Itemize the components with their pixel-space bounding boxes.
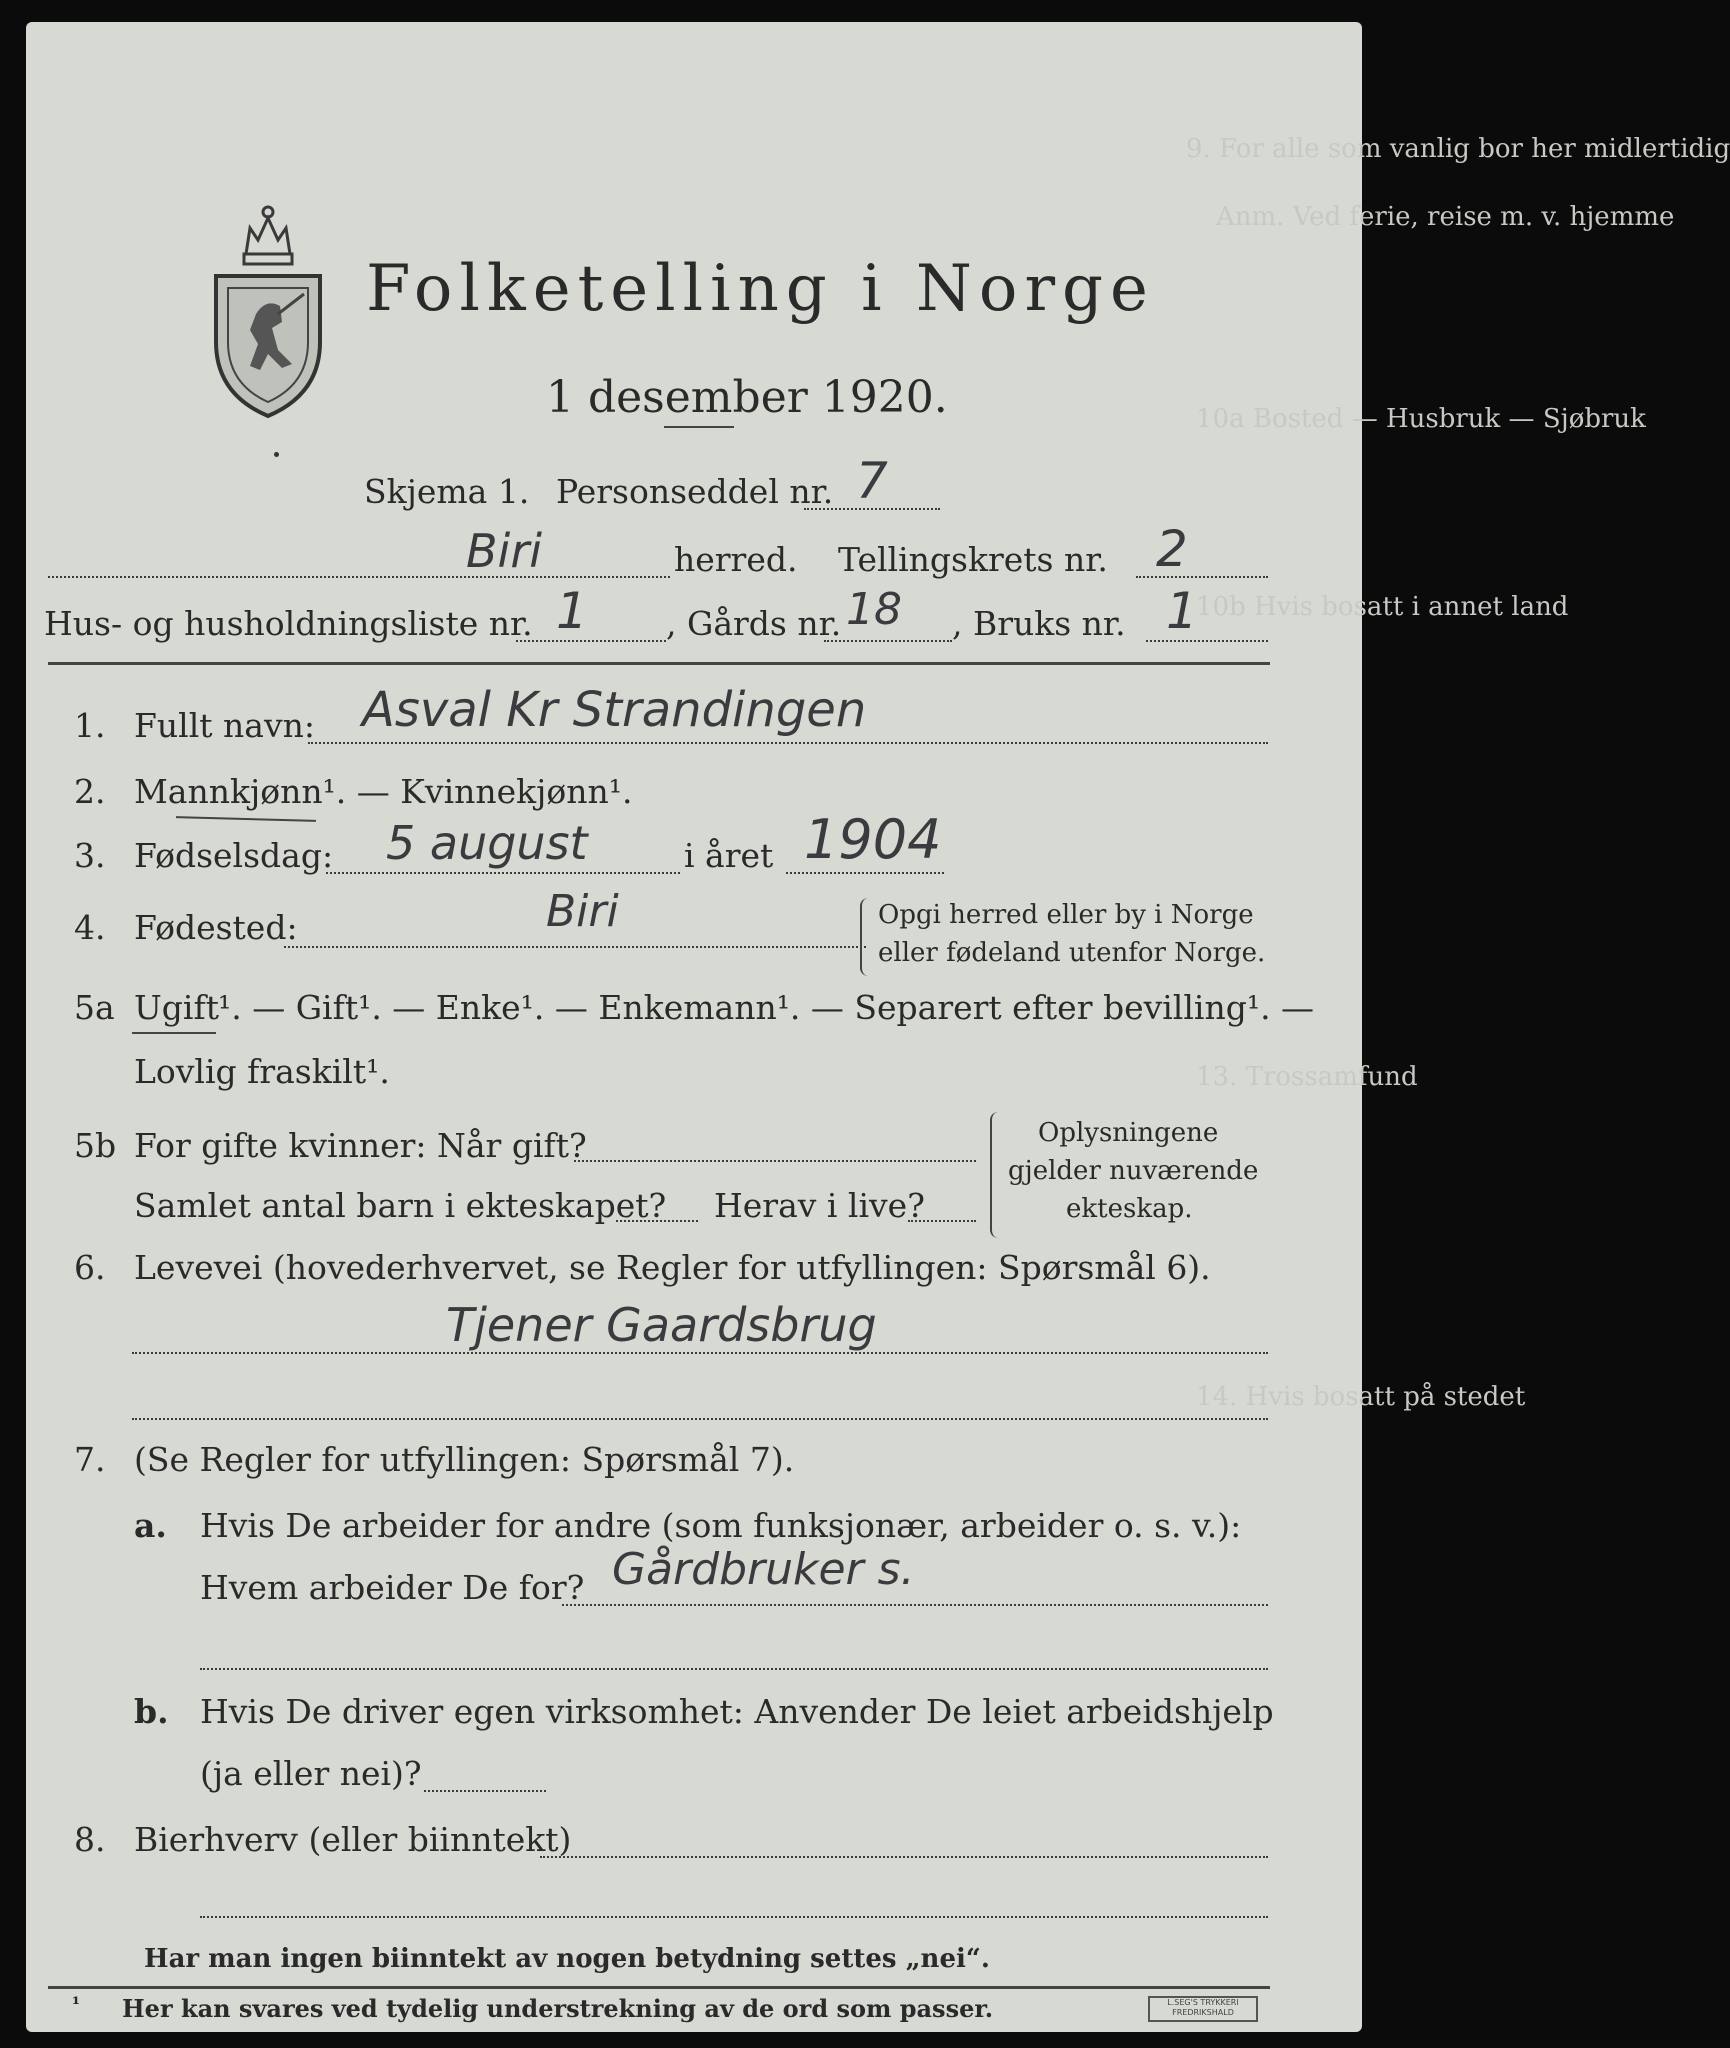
- husholdningsliste-label: Hus- og husholdningsliste nr.: [44, 604, 533, 643]
- q5b-note-3: ekteskap.: [1066, 1194, 1193, 1224]
- stamp-line-2: FREDRIKSHALD: [1172, 2008, 1234, 2017]
- q7a-letter: a.: [134, 1506, 167, 1545]
- q7b-line: [424, 1790, 546, 1792]
- q7b-line1: Hvis De driver egen virksomhet: Anvender De leiet arbeidshjelp: [200, 1692, 1274, 1731]
- tellingskrets-label: Tellingskrets nr.: [838, 540, 1108, 579]
- ink-dot: [274, 452, 279, 457]
- q1-label: Fullt navn:: [134, 706, 315, 745]
- q3-number: 3.: [74, 836, 106, 875]
- q3-label: Fødselsdag:: [134, 836, 334, 875]
- bleed-text: 10a Bosted — Husbruk — Sjøbruk: [1196, 404, 1646, 434]
- q3-line: [326, 872, 680, 874]
- q5b-note-1: Oplysningene: [1038, 1118, 1219, 1148]
- q7-label: (Se Regler for utfyllingen: Spørsmål 7).: [134, 1440, 795, 1479]
- gards-line: [824, 640, 952, 642]
- q7a-value[interactable]: Gårdbruker s.: [612, 1544, 915, 1595]
- q7a-line: [562, 1604, 1268, 1606]
- q5a-line1: ¹. — Gift¹. — Enke¹. — Enkemann¹. — Separert efter bevilling¹. —: [218, 988, 1315, 1027]
- q5a-underline: [132, 1032, 216, 1034]
- page-title: Folketelling i Norge: [366, 252, 1155, 326]
- q2-underline: [176, 816, 316, 822]
- q7-number: 7.: [74, 1440, 106, 1479]
- skjema-label: Skjema 1.: [364, 472, 530, 511]
- header-separator: [48, 662, 1270, 665]
- q6-line-2: [132, 1418, 1268, 1420]
- footnote-separator: [48, 1986, 1270, 1989]
- q5a-number: 5a: [74, 988, 115, 1027]
- q6-value[interactable]: Tjener Gaardsbrug: [446, 1298, 877, 1352]
- q8-label: Bierhverv (eller biinntekt): [134, 1820, 572, 1859]
- q7a-line1: Hvis De arbeider for andre (som funksjonær, arbeider o. s. v.):: [200, 1506, 1242, 1545]
- bruks-line: [1146, 640, 1268, 642]
- q5a-ugift: Ugift: [134, 988, 219, 1027]
- q5b-line1: For gifte kvinner: Når gift?: [134, 1126, 587, 1165]
- census-date: 1 desember 1920.: [546, 372, 948, 423]
- q5b-gift-line: [574, 1160, 976, 1162]
- census-form-page: [26, 22, 1730, 2032]
- q7a-line2: Hvem arbeider De for?: [200, 1568, 585, 1607]
- stamp-line-1: L.SEG'S TRYKKERI: [1167, 1998, 1239, 2007]
- herred-value[interactable]: Biri: [466, 524, 543, 578]
- herred-line: [48, 576, 670, 578]
- q3-year-line: [786, 872, 944, 874]
- gards-label: , Gårds nr.: [666, 604, 842, 643]
- q1-number: 1.: [74, 706, 106, 745]
- q7a-line-2: [200, 1668, 1268, 1670]
- personseddel-label: Personseddel nr.: [556, 472, 834, 511]
- q6-number: 6.: [74, 1248, 106, 1287]
- q2-label: Mannkjønn¹. — Kvinnekjønn¹.: [134, 772, 633, 811]
- q8-line: [540, 1856, 1268, 1858]
- q5a-line2: Lovlig fraskilt¹.: [134, 1052, 390, 1091]
- q5b-number: 5b: [74, 1126, 117, 1165]
- bleed-text: 10b Hvis bosatt i annet land: [1196, 592, 1569, 622]
- q8-line-2: [200, 1916, 1268, 1918]
- husholdningsliste-line: [516, 640, 666, 642]
- q4-brace: [860, 898, 872, 976]
- personseddel-value[interactable]: 7: [856, 452, 888, 510]
- tellingskrets-value[interactable]: 2: [1156, 520, 1188, 578]
- gards-value[interactable]: 18: [846, 584, 902, 635]
- q3-year-label: i året: [684, 836, 774, 875]
- husholdningsliste-value[interactable]: 1: [556, 582, 588, 640]
- title-divider: [664, 426, 734, 428]
- q5b-barn-line: [616, 1220, 698, 1222]
- q4-line: [284, 946, 866, 948]
- q5b-line2: Samlet antal barn i ekteskapet?: [134, 1186, 667, 1225]
- bleed-text: 14. Hvis bosatt på stedet: [1196, 1382, 1526, 1412]
- q1-line: [308, 742, 1268, 744]
- printer-stamp: [1148, 1996, 1258, 2022]
- q4-note-2: eller fødeland utenfor Norge.: [878, 938, 1266, 968]
- q5b-note-2: gjelder nuværende: [1008, 1156, 1259, 1186]
- q7b-letter: b.: [134, 1692, 169, 1731]
- footnote-text: Her kan svares ved tydelig understrekning av de ord som passer.: [122, 1994, 994, 2023]
- bleed-text: Anm. Ved ferie, reise m. v. hjemme: [1216, 202, 1675, 232]
- q6-label: Levevei (hovederhvervet, se Regler for utfyllingen: Spørsmål 6).: [134, 1248, 1211, 1287]
- q4-number: 4.: [74, 908, 106, 947]
- q2-number: 2.: [74, 772, 106, 811]
- nei-note: Har man ingen biinntekt av nogen betydning settes „nei“.: [144, 1944, 990, 1974]
- herred-label: herred.: [674, 540, 798, 579]
- q4-label: Fødested:: [134, 908, 298, 947]
- q5b-live-line: [908, 1220, 976, 1222]
- q3-year-value[interactable]: 1904: [804, 808, 942, 871]
- q6-line-1: [132, 1352, 1268, 1354]
- q3-value[interactable]: 5 august: [386, 816, 588, 870]
- q1-value[interactable]: Asval Kr Strandingen: [362, 682, 867, 738]
- coat-of-arms-icon: [208, 194, 328, 419]
- bleed-text: 13. Trossamfund: [1196, 1062, 1418, 1092]
- q5b-line2b: Herav i live?: [714, 1186, 925, 1225]
- q5b-brace: [990, 1112, 1002, 1238]
- q7b-line2: (ja eller nei)?: [200, 1754, 422, 1793]
- bleed-text: 9. For alle som vanlig bor her midlertidig: [1186, 134, 1730, 164]
- q8-number: 8.: [74, 1820, 106, 1859]
- bruks-label: , Bruks nr.: [952, 604, 1126, 643]
- q4-value[interactable]: Biri: [546, 886, 619, 937]
- q4-note-1: Opgi herred eller by i Norge: [878, 900, 1254, 930]
- footnote-mark: ¹: [72, 1994, 80, 2015]
- bruks-value[interactable]: 1: [1166, 582, 1198, 640]
